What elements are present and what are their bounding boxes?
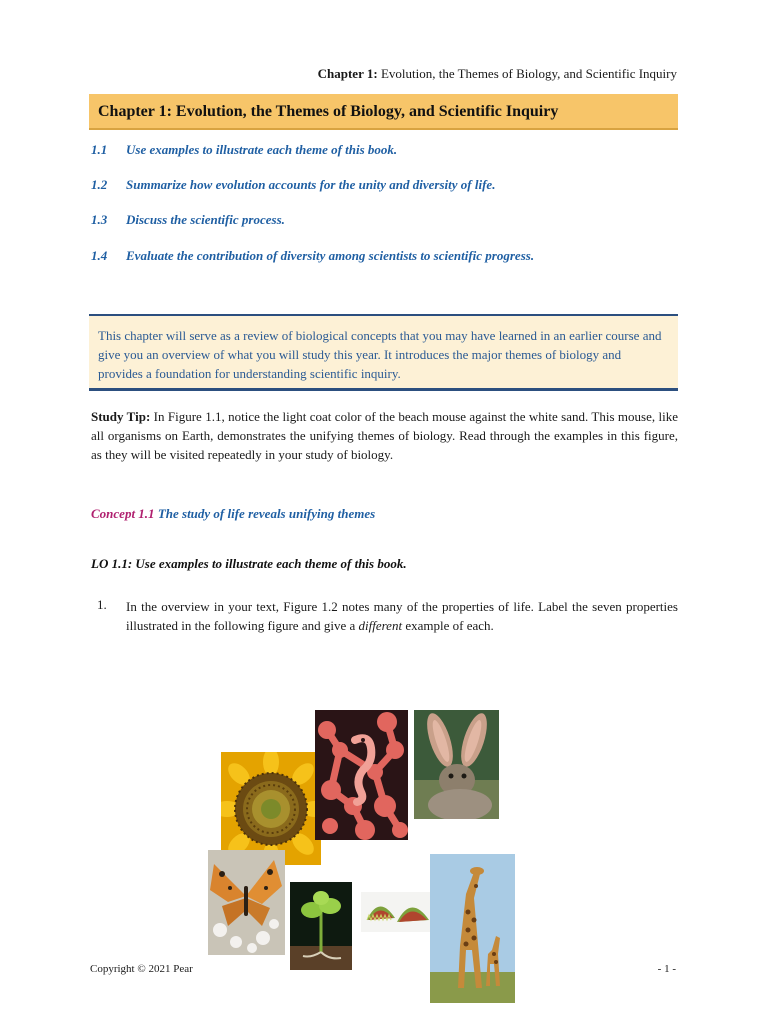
butterfly-photo [208, 850, 285, 955]
flytrap-photo [361, 892, 433, 932]
running-header-title: Evolution, the Themes of Biology, and Scientific Inquiry [377, 66, 677, 81]
question-text: In the overview in your text, Figure 1.2 notes many of the properties of life. Label the seven properties illustrated in the following figure and give a different example of each. [126, 599, 678, 633]
seahorse-photo [315, 710, 408, 840]
running-header [318, 66, 677, 82]
study-tip-label: Study Tip: [91, 409, 151, 424]
concept-label: Concept 1.1 [91, 506, 155, 521]
running-header-chapter-label: Chapter 1: [317, 66, 378, 81]
giraffe-photo [430, 854, 515, 1003]
question-number: 1. [97, 597, 107, 612]
chapter-title-bar: Chapter 1: Evolution, the Themes of Biology, and Scientific Inquiry [89, 94, 678, 130]
concept-title: The study of life reveals unifying themes [154, 506, 376, 521]
objective-number: 1.1 [91, 142, 108, 157]
objective-text: Discuss the scientific process. [126, 212, 285, 227]
objective-number: 1.4 [91, 248, 108, 263]
objective-text: Summarize how evolution accounts for the unity and diversity of life. [126, 177, 496, 192]
sunflower-photo [221, 752, 321, 865]
study-tip-text: In Figure 1.1, notice the light coat color of the beach mouse against the white sand. This mouse, like all organisms on Earth, demonstrates the unifying themes of biology. Read through the examples in this figure, as they will be visited repeatedly in your study of biology. [91, 409, 678, 462]
properties-of-life-figure [205, 706, 517, 1006]
question-emphasis: different [358, 618, 403, 633]
objective-number: 1.3 [91, 212, 108, 227]
page-number: - 1 - [657, 963, 676, 975]
lo-heading: LO 1.1: Use examples to illustrate each theme of this book. [91, 556, 407, 571]
jackrabbit-photo [414, 710, 499, 819]
concept-heading [91, 506, 375, 522]
copyright-footer: Copyright © 2021 Pear [90, 963, 193, 975]
seedling-photo [290, 882, 352, 970]
objective-text: Evaluate the contribution of diversity among scientists to scientific progress. [126, 248, 535, 263]
chapter-intro-box: This chapter will serve as a review of biological concepts that you may have learned in an earlier course and give you an overview of what you will study this year. It introduces the major themes of biology and provides a foundation for understanding scientific inquiry. [89, 314, 678, 391]
study-tip-paragraph [91, 407, 678, 464]
objective-text: Use examples to illustrate each theme of this book. [126, 142, 398, 157]
objective-number: 1.2 [91, 177, 108, 192]
